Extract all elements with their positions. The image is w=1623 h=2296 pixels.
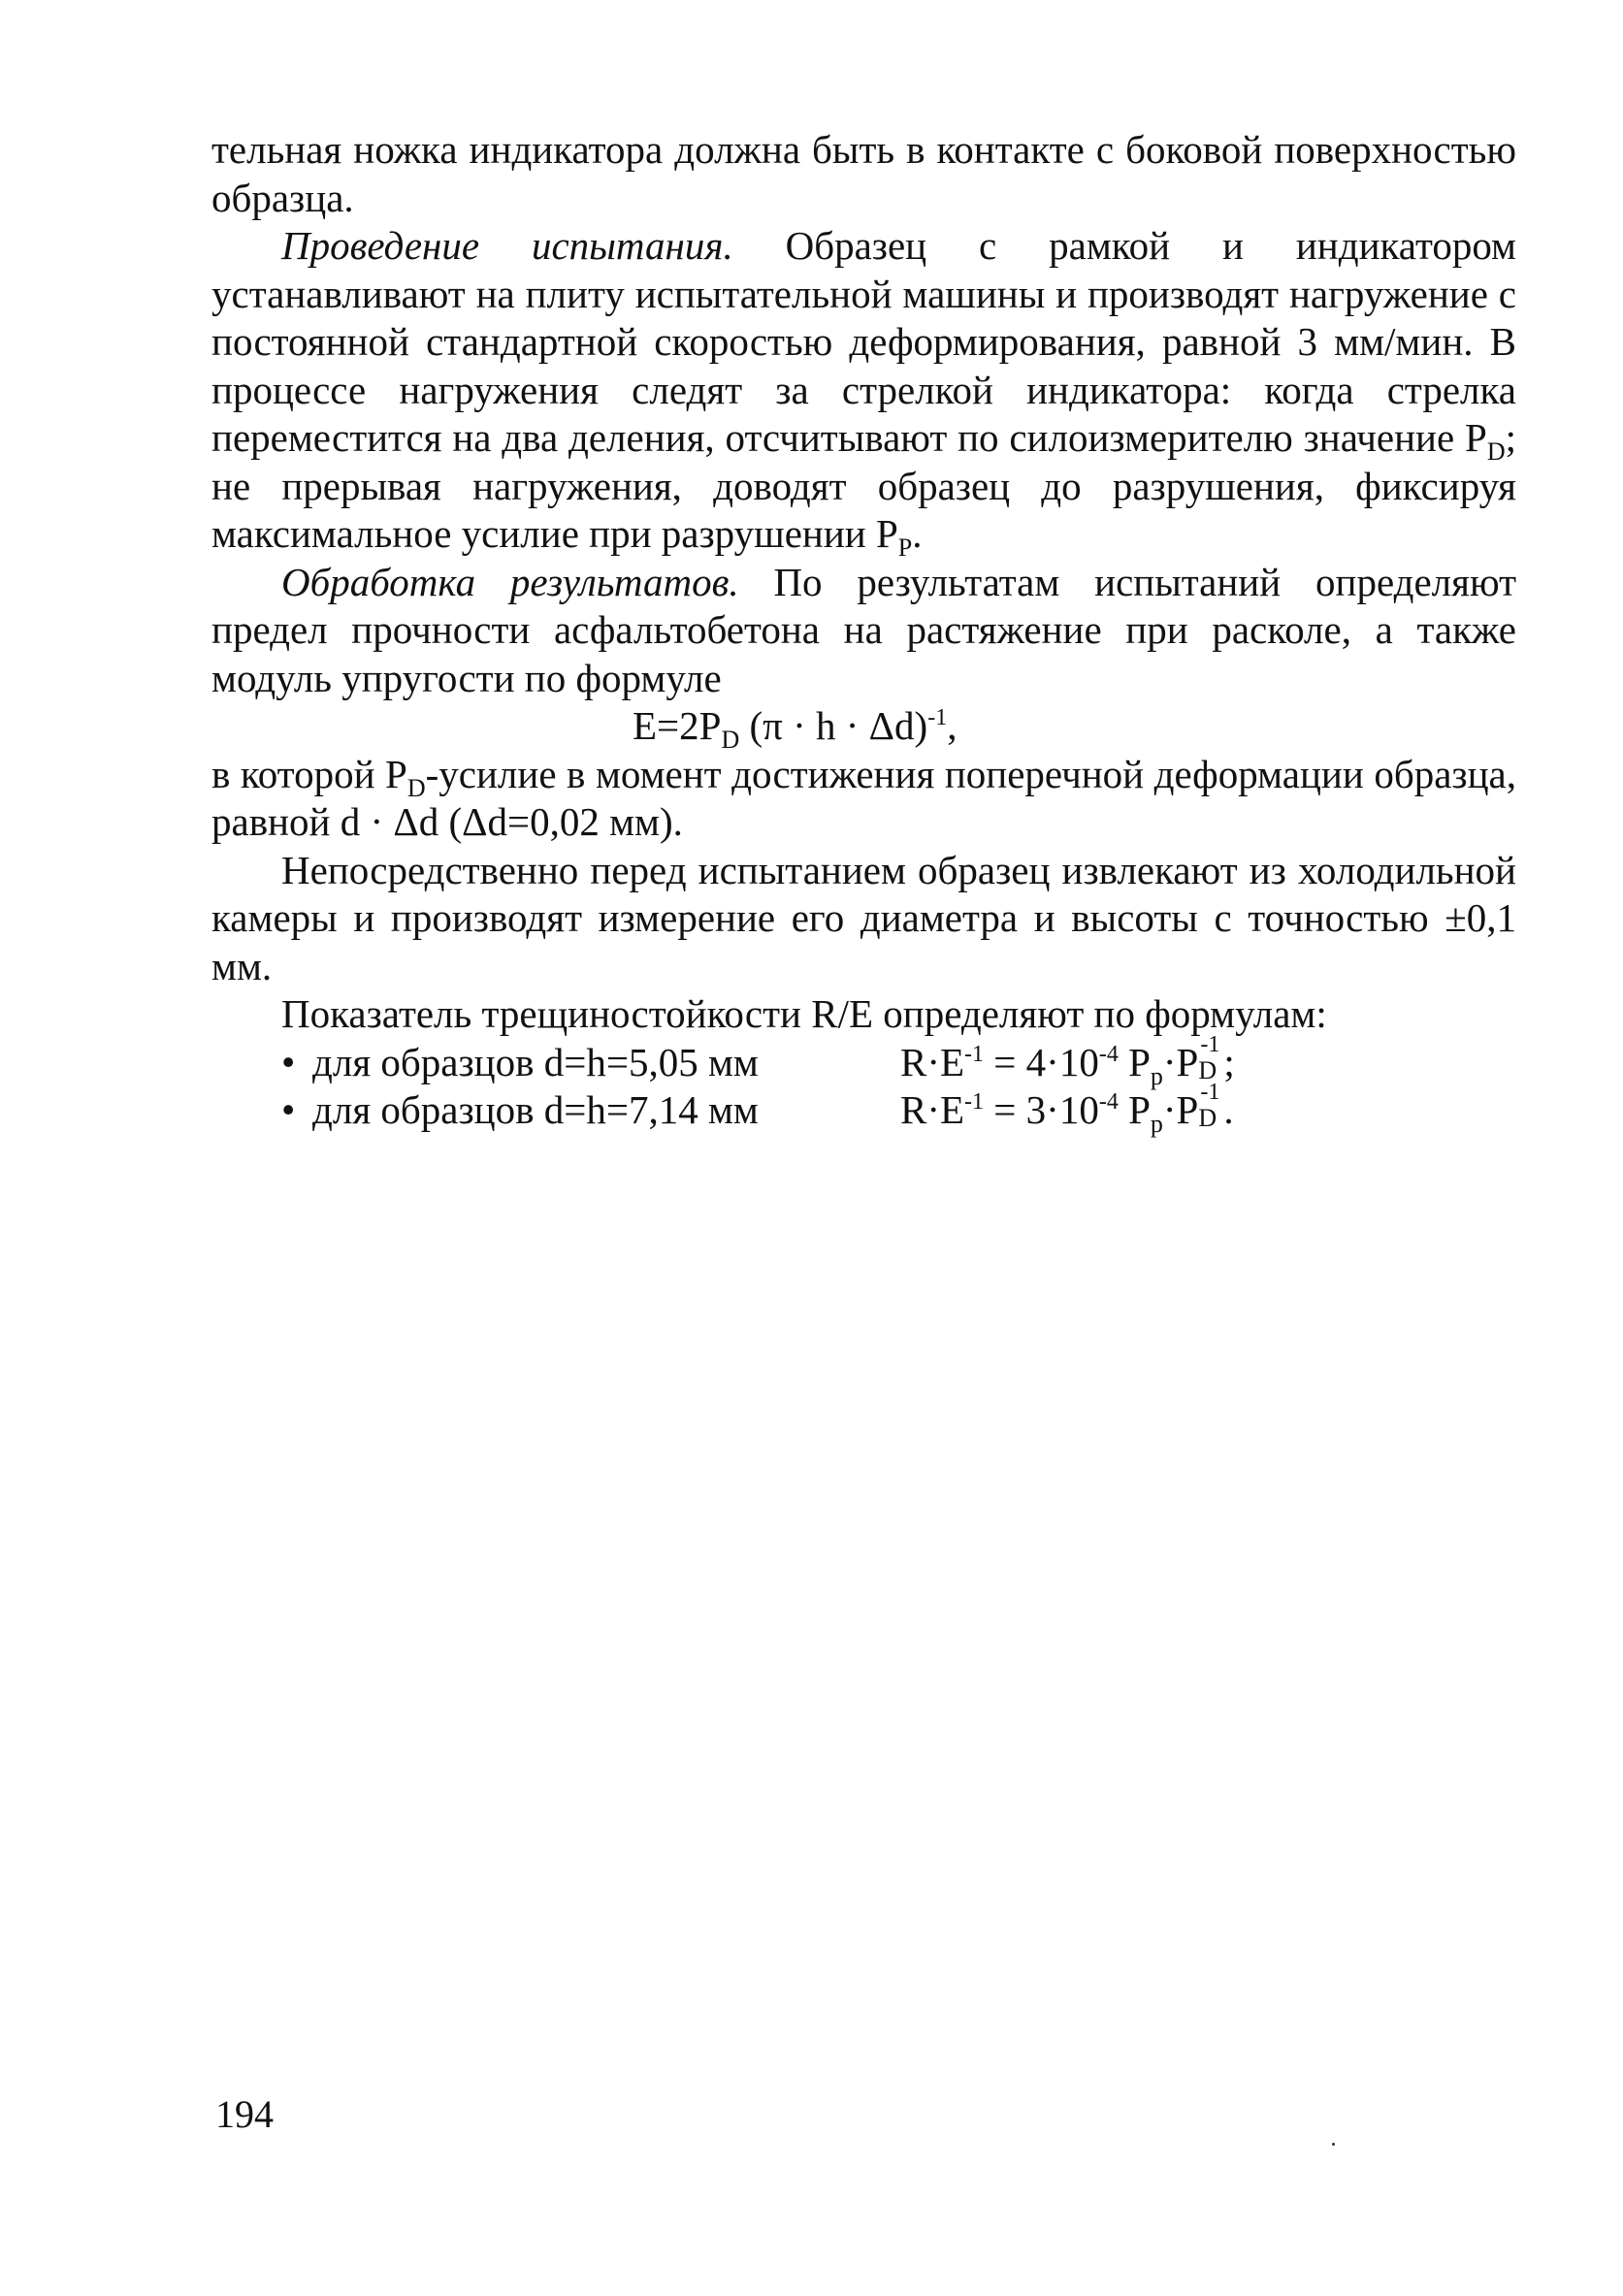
list-item-label: для образцов d=h=5,05 мм — [312, 1039, 759, 1084]
formula-part: E=2P — [633, 703, 722, 748]
formula-part: = 3·10 — [984, 1087, 1099, 1132]
paragraph-text: По результатам испытаний определяют предел прочности асфальтобетона на растяжение при расколе, а также модуль упругости по формуле — [211, 559, 1516, 700]
sub-sup-stack — [1198, 1031, 1223, 1084]
paragraph-text: Образец с рамкой и индикатором устанавливают на плиту испытательной машины и производят нагружение с постоянной стандартной скоростью деформирования, равной 3 мм/мин. В процессе нагружения следят за стрелкой индикатора: когда стрелка переместится на два деления, отсчитывают по силоизмерителю значение P — [211, 223, 1516, 460]
section-title-results: Обработка результатов. — [281, 559, 739, 604]
subscript: P — [897, 534, 913, 562]
paragraph-text: тельная ножка индикатора должна быть в контакте с боковой поверхностью образца. — [211, 127, 1516, 220]
subscript: D — [1486, 437, 1506, 466]
superscript: -1 — [1200, 1080, 1220, 1105]
formula-part: ·P — [1162, 1039, 1199, 1084]
formula-part: P — [1118, 1039, 1151, 1084]
formula-list — [211, 1031, 1516, 1138]
scan-speck — [1332, 2143, 1335, 2146]
subscript: D — [1198, 1055, 1217, 1084]
list-item-label: для образцов d=h=7,14 мм — [312, 1087, 759, 1132]
formula-part: ; — [1223, 1039, 1235, 1084]
bullet-icon: • — [281, 1039, 296, 1084]
superscript: -1 — [1200, 1031, 1220, 1057]
paragraph-test-procedure — [211, 222, 1516, 562]
list-item-formula — [900, 1031, 1235, 1090]
formula-part: = 4·10 — [984, 1039, 1099, 1084]
list-item — [211, 1080, 1516, 1138]
formula-part: P — [1118, 1087, 1151, 1132]
subscript: p — [1150, 1061, 1163, 1090]
paragraph-text: Показатель трещиностойкости R/E определяют по формулам: — [281, 991, 1327, 1036]
bullet-icon: • — [281, 1087, 296, 1132]
body-text — [211, 126, 1516, 1138]
paragraph-measurement — [211, 847, 1516, 991]
formula-part: . — [1223, 1087, 1234, 1132]
paragraph-text: . — [912, 511, 923, 556]
paragraph-text: ; не прерывая нагружения, доводят образец до разрушения, фиксируя максимальное усилие при разрушении P — [211, 415, 1516, 556]
list-item — [211, 1031, 1516, 1090]
subscript: p — [1150, 1110, 1163, 1138]
paragraph-continuation — [211, 126, 1516, 222]
subscript: D — [406, 773, 426, 802]
paragraph-results-processing — [211, 559, 1516, 703]
formula-part: (π · h · Δd) — [739, 703, 928, 748]
sub-sup-stack — [1198, 1080, 1223, 1132]
paragraph-crack-resistance — [211, 990, 1516, 1039]
formula-part: R·E — [900, 1039, 965, 1084]
list-item-formula — [900, 1080, 1234, 1138]
formula-part: , — [947, 703, 958, 748]
subscript: D — [1198, 1104, 1217, 1132]
paragraph-text: Непосредственно перед испытанием образец извлекают из холодильной камеры и производят измерение его диаметра и высоты с точностью ±0,1 мм. — [211, 847, 1516, 988]
section-title-procedure: Проведение испытания. — [281, 223, 733, 268]
paragraph-text: в которой P — [211, 751, 407, 796]
superscript: -4 — [1098, 1089, 1119, 1115]
formula-part: R·E — [900, 1087, 965, 1132]
page-number: 194 — [215, 2092, 274, 2136]
paragraph-text: -усилие в момент достижения поперечной деформации образца, равной d · Δd (Δd=0,02 мм). — [211, 751, 1516, 844]
superscript: -4 — [1098, 1041, 1119, 1067]
superscript: -1 — [964, 1041, 985, 1067]
subscript: D — [721, 726, 740, 754]
paragraph-formula-explanation — [211, 751, 1516, 847]
superscript: -1 — [927, 705, 948, 730]
formula-part: ·P — [1162, 1087, 1199, 1132]
superscript: -1 — [964, 1089, 985, 1115]
formula-modulus — [211, 702, 1516, 754]
